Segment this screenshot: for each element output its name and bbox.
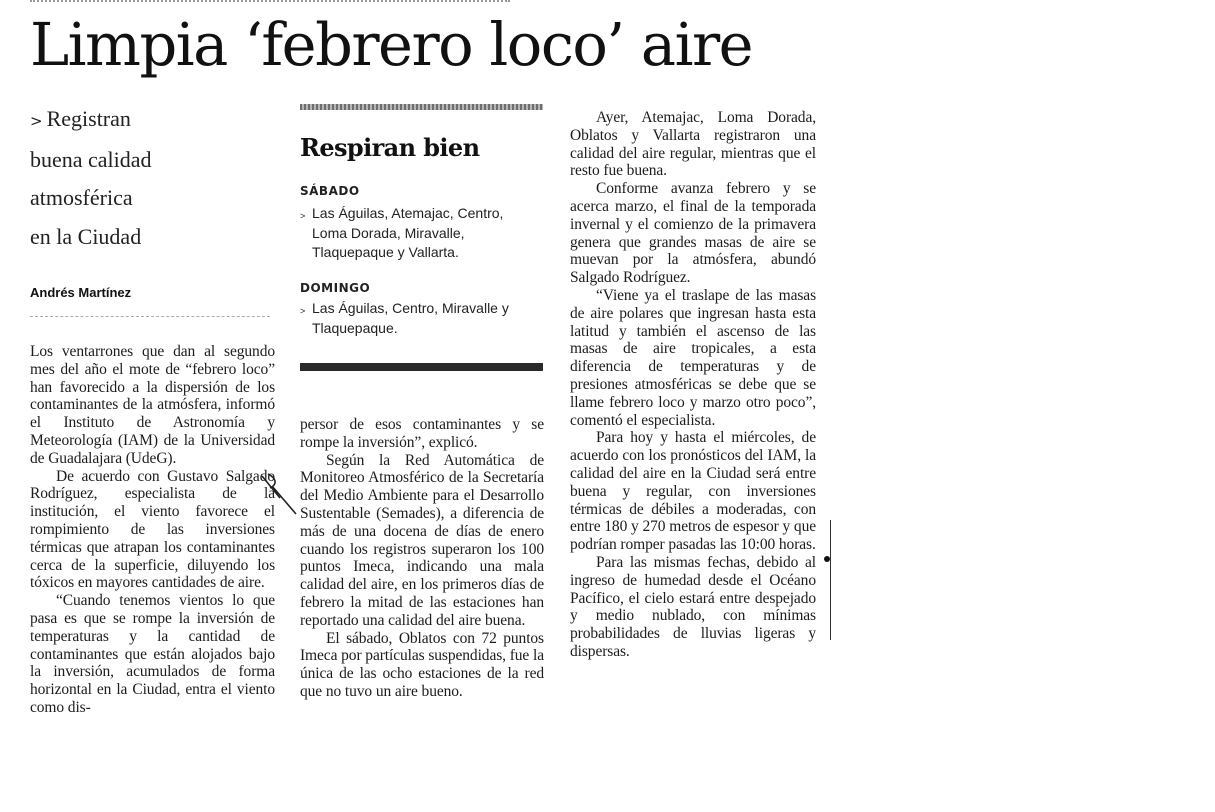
sidebar-day-label: DOMINGO (300, 281, 371, 295)
sidebar-day-label: SÁBADO (300, 184, 360, 198)
sidebar-title: Respiran bien (300, 133, 480, 162)
paragraph: Para las mismas fechas, debido al ingreso de humedad desde el Océano Pacífico, el cielo estará entre despejado y medio nublado, con mínimas probabilidades de lluvias ligeras y dispersas. (570, 553, 816, 660)
paragraph: De acuerdo con Gustavo Salgado Rodríguez, especialista de la institución, el viento favorece el rompimiento de las inversiones térmicas que atrapan los contaminantes cerca de la superficie, diluyendo los tóxicos en mayores cantidades de aire. (30, 467, 275, 592)
sidebar-bottom-rule (300, 363, 543, 371)
arrow-right-icon: > (300, 211, 306, 221)
byline-divider (30, 316, 270, 317)
deck-line: en la Ciudad (30, 223, 142, 249)
sidebar-top-rule (300, 104, 543, 110)
paragraph: “Cuando tenemos vientos lo que pasa es que se rompe la inversión de temperaturas y la cantidad de contaminantes que están alojados bajo la inversión, acumulados de forma horizontal en la Ciudad, entra el viento como dis- (30, 592, 275, 716)
margin-mark (830, 520, 831, 640)
top-border-rule (30, 0, 510, 5)
paragraph: Ayer, Atemajac, Loma Dorada, Oblatos y Vallarta registraron una calidad del aire regular, mientras que el resto fue buena. (570, 109, 816, 180)
arrow-right-icon: > (300, 306, 306, 316)
deck (30, 100, 250, 256)
paragraph: Para hoy y hasta el miércoles, de acuerdo con los pronósticos del IAM, la calidad del aire en la Ciudad será entre buena y regular, con inversiones térmicas de débiles a moderadas, con entre 180 y 270 metros de espesor y que podrían romper pasadas las 10:00 horas. (570, 429, 816, 554)
deck-line: atmosférica (30, 185, 133, 210)
paragraph: persor de esos contaminantes y se rompe la inversión”, explicó. (300, 416, 544, 451)
list-item: > Las Águilas, Centro, Miravalle y Tlaquepaque. (300, 299, 540, 338)
headline: Limpia ‘febrero loco’ aire (30, 10, 753, 79)
article-column-3 (570, 109, 816, 661)
deck-line: buena calidad (30, 146, 152, 172)
article-column-2 (300, 416, 544, 701)
article-column-1 (30, 343, 275, 717)
arrow-right-icon: > (30, 112, 43, 130)
paragraph: Conforme avanza febrero y se acerca marzo, el final de la temporada invernal y el comienzo de la primavera genera que grandes masas de aire se muevan por la atmósfera, abundó Salgado Rodríguez. (570, 180, 816, 287)
byline: Andrés Martínez (30, 285, 132, 300)
paragraph: “Viene ya el traslape de las masas de aire polares que ingresan hasta esta latitud y también el ascenso de las masas de aire tropicales, a esta diferencia de temperaturas y de presiones atmosféricas se debe que se llame febrero loco y marzo otro poco”, comentó el especialista. (570, 286, 816, 429)
paragraph: Según la Red Automática de Monitoreo Atmosférico de la Secretaría del Medio Ambiente para el Desarrollo Sustentable (Semades), a diferencia de más de una docena de días de enero cuando los registros superaron los 100 puntos Imeca, indicando una mala calidad del aire, en los primeros días de febrero la mitad de las estaciones han reportado una calidad del aire buena. (300, 451, 544, 629)
sidebar-station-list (300, 299, 540, 338)
deck-line: > Registran (30, 106, 131, 131)
paragraph: Los ventarrones que dan al segundo mes del año el mote de “febrero loco” han favorecido a la dispersión de los contaminantes de la atmósfera, informó el Instituto de Astronomía y Meteorología (IAM) de la Universidad de Guadalajara (UdeG). (30, 343, 275, 467)
list-item: > Las Águilas, Atemajac, Centro, Loma Dorada, Miravalle, Tlaquepaque y Vallarta. (300, 204, 540, 263)
handwritten-mark-icon (258, 470, 298, 515)
sidebar-station-list (300, 204, 540, 263)
paragraph: El sábado, Oblatos con 72 puntos Imeca por partículas suspendidas, fue la única de las ocho estaciones de la red que no tuvo un aire bueno. (300, 629, 544, 700)
ink-dot-icon (824, 556, 830, 562)
